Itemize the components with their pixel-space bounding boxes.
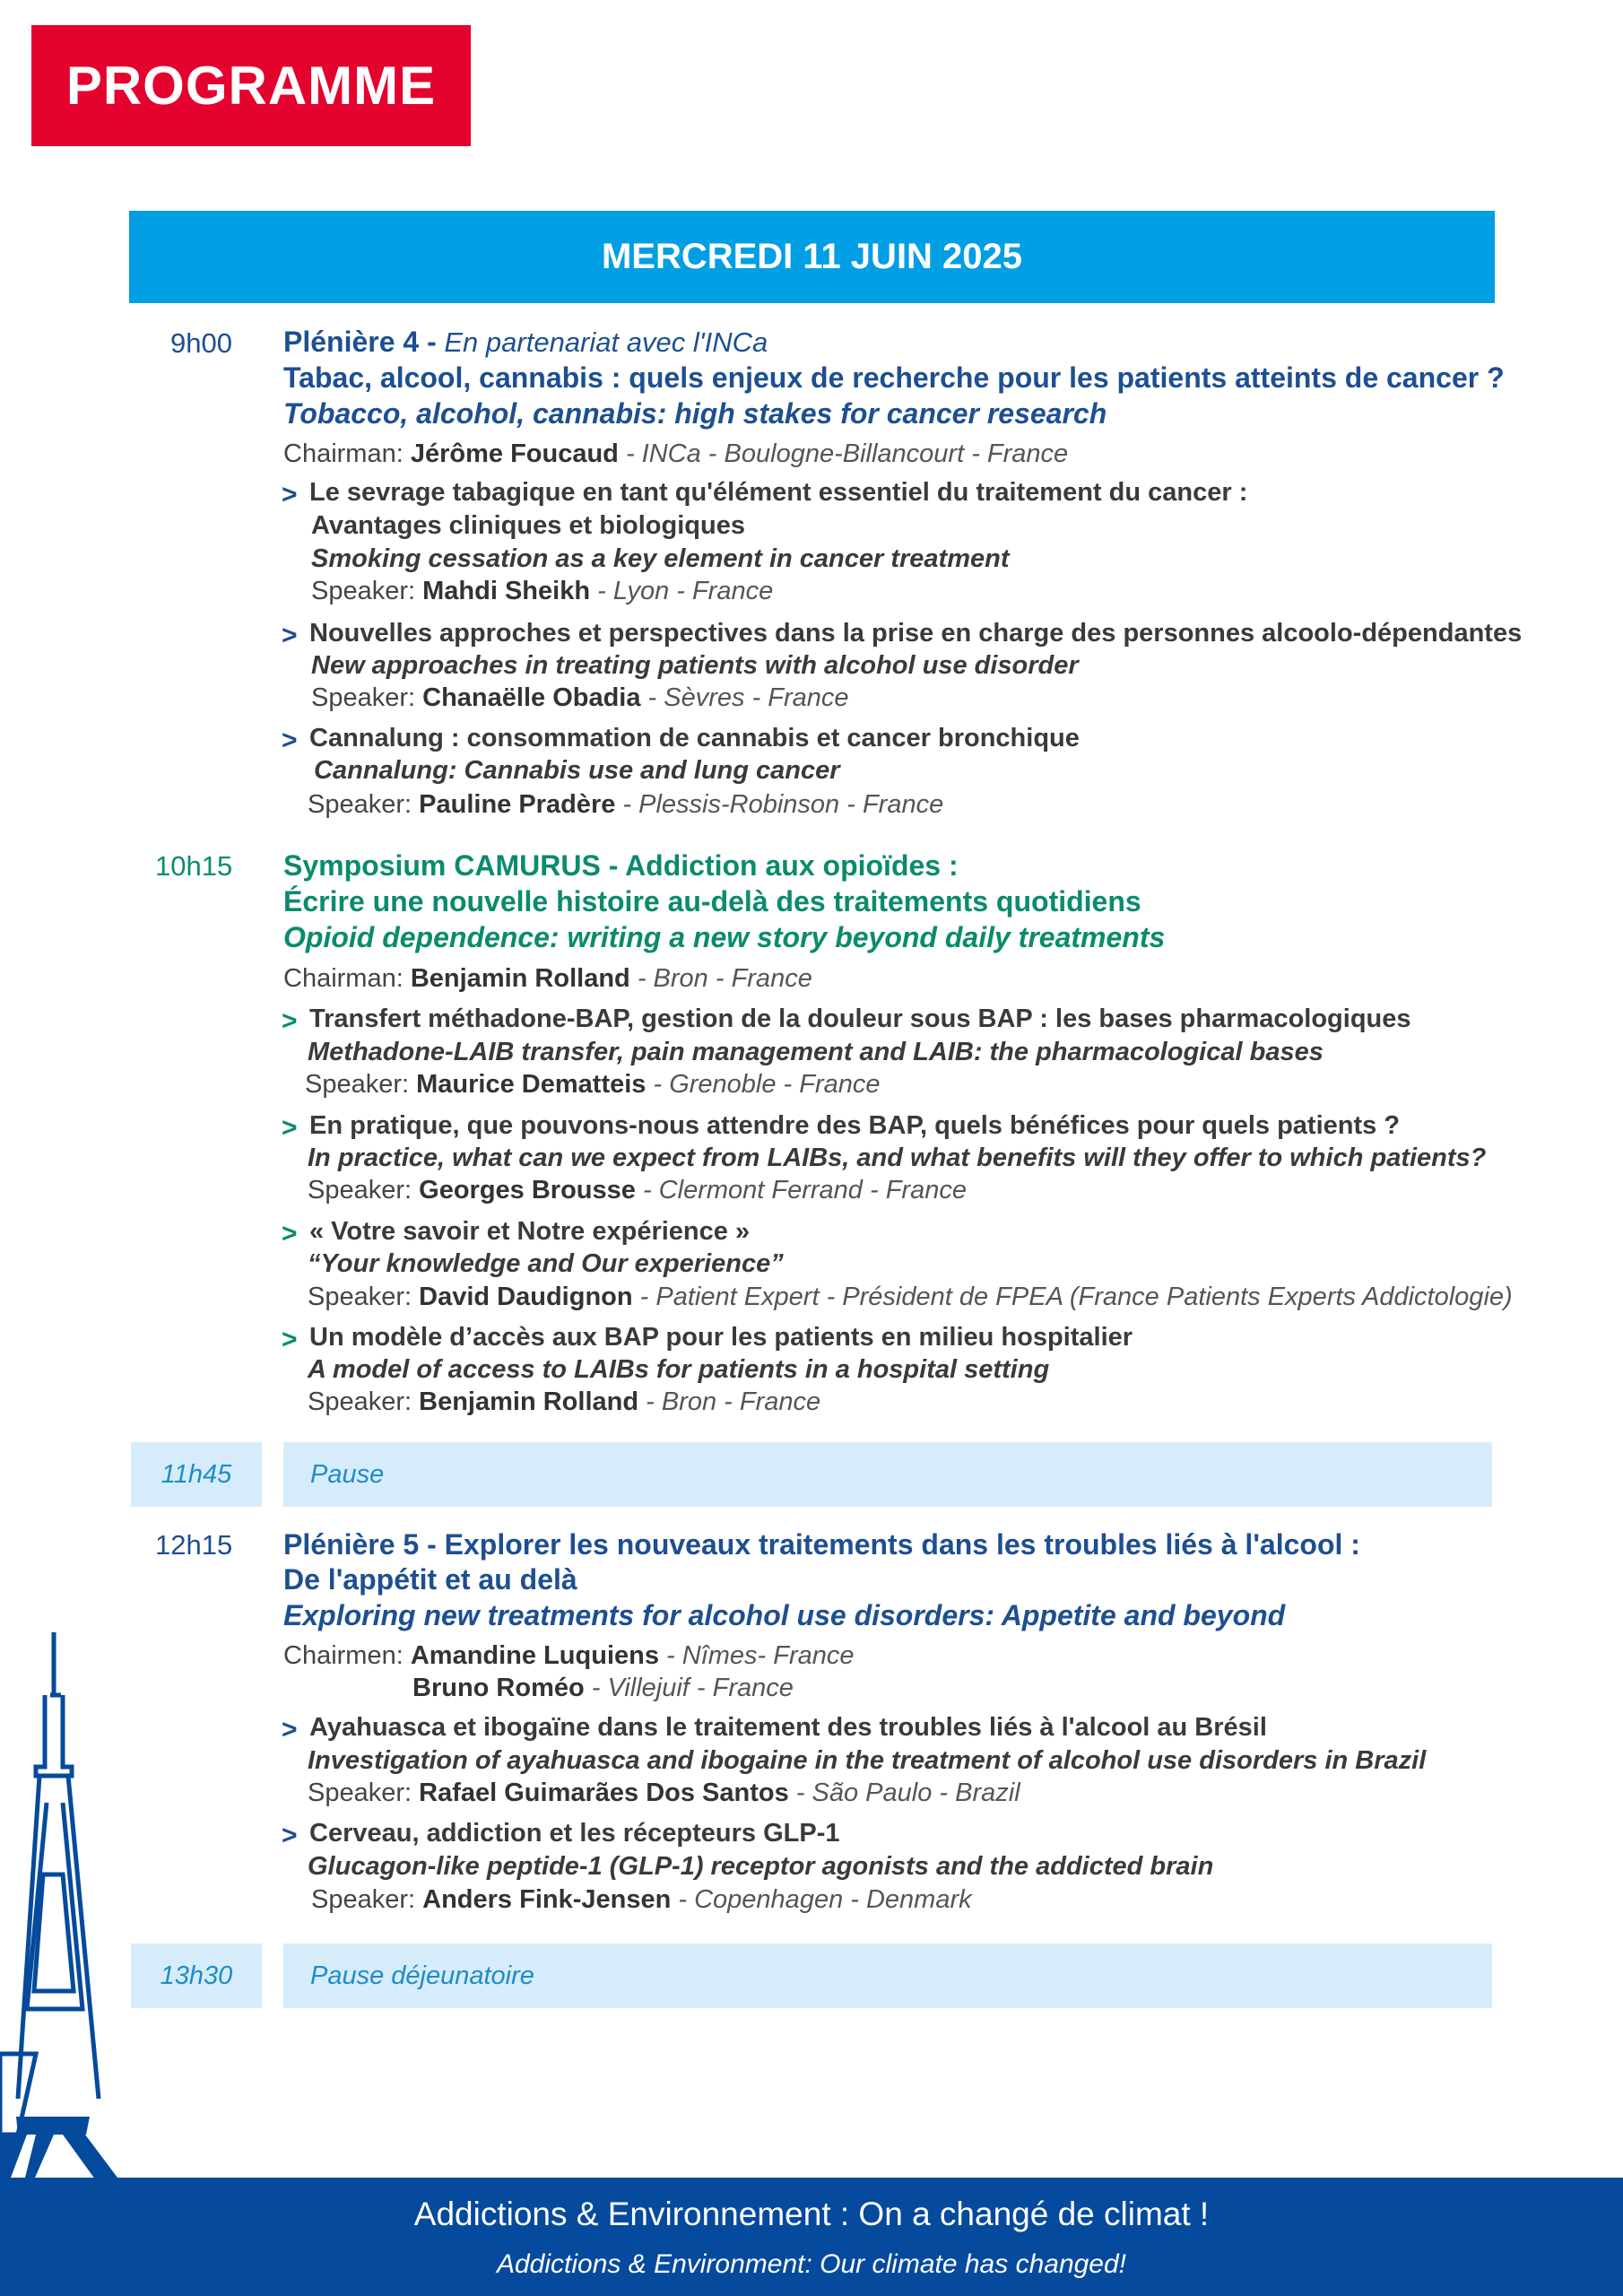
session-title-en: Tobacco, alcohol, cannabis: high stakes for cancer research <box>283 397 1107 430</box>
footer-banner <box>0 2178 1623 2296</box>
bullet-arrow-icon: > <box>282 1006 298 1036</box>
session-title: Plénière 5 - Explorer les nouveaux traitements dans les troubles liés à l'alcool : <box>283 1528 1360 1561</box>
speaker-label: Speaker: <box>308 790 412 819</box>
talk-title-fr: Un modèle d’accès aux BAP pour les patients en milieu hospitalier <box>309 1323 1133 1352</box>
bullet-arrow-icon: > <box>282 1219 298 1248</box>
speaker-label: Speaker: <box>308 1283 412 1311</box>
speaker <box>305 1070 881 1100</box>
speaker-label: Speaker: <box>308 1387 412 1416</box>
chairman <box>283 964 812 994</box>
bullet-arrow-icon: > <box>282 1715 298 1744</box>
speaker-place: - Patient Expert - Président de FPEA (France Patients Experts Addictologie) <box>632 1283 1513 1311</box>
session-title <box>283 326 768 359</box>
session-time: 10h15 <box>155 850 233 882</box>
session-title: Symposium CAMURUS - Addiction aux opioïdes : <box>283 849 959 882</box>
pause-label: Pause déjeunatoire <box>283 1944 1492 2008</box>
chair-label: Chairmen: <box>283 1641 404 1670</box>
bullet-arrow-icon: > <box>282 1113 298 1143</box>
chairman <box>283 1641 855 1671</box>
speaker-place: - Copenhagen - Denmark <box>671 1885 972 1914</box>
chair-name: Bruno Roméo <box>412 1674 585 1702</box>
session-title-cont: Écrire une nouvelle histoire au-delà des traitements quotidiens <box>283 885 1141 918</box>
session-label: Plénière 4 - <box>283 326 437 358</box>
talk-title-en: Investigation of ayahuasca and ibogaine in the treatment of alcohol use disorders in Brazil <box>308 1746 1427 1775</box>
speaker-name: Maurice Dematteis <box>416 1070 647 1099</box>
chair-name: Benjamin Rolland <box>410 964 630 993</box>
chair-name: Amandine Luquiens <box>410 1641 659 1670</box>
bullet-arrow-icon: > <box>282 726 298 755</box>
programme-label: PROGRAMME <box>31 25 471 146</box>
speaker-place: - Sèvres - France <box>640 683 849 712</box>
talk-title-fr: Cannalung : consommation de cannabis et cancer bronchique <box>309 724 1080 752</box>
speaker <box>308 1283 1513 1312</box>
session-time: 12h15 <box>155 1529 233 1561</box>
speaker-name: Pauline Pradère <box>419 790 616 819</box>
bullet-arrow-icon: > <box>282 621 298 650</box>
session-title-fr: Tabac, alcool, cannabis : quels enjeux de recherche pour les patients atteints de cancer ? <box>283 361 1505 394</box>
talk-title-fr: Cerveau, addiction et les récepteurs GLP-1 <box>309 1819 840 1848</box>
chairman-second <box>412 1674 794 1703</box>
talk-title-en: A model of access to LAIBs for patients in a hospital setting <box>308 1355 1050 1384</box>
talk-title-fr: « Votre savoir et Notre expérience » <box>309 1217 751 1246</box>
date-banner: MERCREDI 11 JUIN 2025 <box>129 211 1495 303</box>
speaker <box>308 1387 820 1417</box>
talk-title-en: In practice, what can we expect from LAIBs, and what benefits will they offer to which patients? <box>308 1144 1487 1172</box>
speaker-name: Anders Fink-Jensen <box>422 1885 672 1914</box>
footer-slogan-en: Addictions & Environment: Our climate has changed! <box>496 2249 1127 2279</box>
pause-label: Pause <box>283 1442 1492 1507</box>
speaker-label: Speaker: <box>311 1885 416 1914</box>
bullet-arrow-icon: > <box>282 1325 298 1354</box>
speaker-name: Mahdi Sheikh <box>422 577 591 605</box>
talk-title-en: Methadone-LAIB transfer, pain management and LAIB: the pharmacological bases <box>308 1038 1324 1066</box>
speaker <box>308 790 943 820</box>
talk-title-fr: Transfert méthadone-BAP, gestion de la douleur sous BAP : les bases pharmacologiques <box>309 1004 1411 1033</box>
speaker <box>311 683 849 713</box>
talk-title-en: Cannalung: Cannabis use and lung cancer <box>314 756 840 785</box>
pause-time: 13h30 <box>131 1944 262 2008</box>
speaker-place: - São Paulo - Brazil <box>788 1779 1020 1807</box>
talk-title-fr: Le sevrage tabagique en tant qu'élément essentiel du traitement du cancer : <box>309 478 1248 507</box>
speaker-label: Speaker: <box>308 1779 412 1807</box>
speaker-label: Speaker: <box>311 683 416 712</box>
talk-title-fr: En pratique, que pouvons-nous attendre des BAP, quels bénéfices pour quels patients ? <box>309 1111 1401 1140</box>
talk-title-fr-cont: Avantages cliniques et biologiques <box>311 511 745 540</box>
speaker-name: Benjamin Rolland <box>419 1387 639 1416</box>
chair-label: Chairman: <box>283 439 404 468</box>
session-title-en: Opioid dependence: writing a new story beyond daily treatments <box>283 921 1166 953</box>
speaker-name: Chanaëlle Obadia <box>422 683 641 712</box>
session-title-cont: De l'appétit et au delà <box>283 1563 577 1596</box>
chair-place: - Nîmes- France <box>658 1641 855 1670</box>
talk-title-fr: Nouvelles approches et perspectives dans la prise en charge des personnes alcoolo-dépendantes <box>309 619 1523 648</box>
chairman <box>283 439 1068 469</box>
chair-name: Jérôme Foucaud <box>410 439 619 468</box>
footer-slogan-fr: Addictions & Environnement : On a changé de climat ! <box>413 2196 1210 2232</box>
chair-place: - Villejuif - France <box>584 1674 794 1702</box>
session-time: 9h00 <box>170 327 232 359</box>
speaker <box>311 1885 972 1915</box>
talk-title-en: “Your knowledge and Our experience” <box>308 1249 784 1278</box>
speaker-label: Speaker: <box>308 1176 412 1205</box>
speaker-name: Georges Brousse <box>419 1176 636 1205</box>
speaker-name: David Daudignon <box>419 1283 633 1311</box>
speaker-place: - Plessis-Robinson - France <box>615 790 944 819</box>
speaker-name: Rafael Guimarães Dos Santos <box>419 1779 789 1807</box>
speaker <box>308 1779 1020 1808</box>
speaker-place: - Clermont Ferrand - France <box>635 1176 967 1205</box>
speaker-label: Speaker: <box>305 1070 410 1099</box>
speaker <box>311 577 773 606</box>
speaker-place: - Grenoble - France <box>646 1070 881 1099</box>
chair-place: - INCa - Boulogne-Billancourt - France <box>618 439 1069 468</box>
talk-title-en: New approaches in treating patients with alcohol use disorder <box>311 651 1079 680</box>
talk-title-fr: Ayahuasca et ibogaïne dans le traitement des troubles liés à l'alcool au Brésil <box>309 1713 1267 1742</box>
bullet-arrow-icon: > <box>282 480 298 509</box>
session-title-en: Exploring new treatments for alcohol use disorders: Appetite and beyond <box>283 1599 1286 1631</box>
talk-title-en: Smoking cessation as a key element in cancer treatment <box>311 544 1010 573</box>
speaker-place: - Bron - France <box>638 1387 821 1416</box>
pause-time: 11h45 <box>131 1442 262 1507</box>
chair-place: - Bron - France <box>629 964 812 993</box>
talk-title-en: Glucagon-like peptide-1 (GLP-1) receptor agonists and the addicted brain <box>308 1852 1214 1881</box>
speaker <box>308 1176 967 1205</box>
speaker-place: - Lyon - France <box>590 577 774 605</box>
chair-label: Chairman: <box>283 964 404 993</box>
bullet-arrow-icon: > <box>282 1821 298 1850</box>
speaker-label: Speaker: <box>311 577 416 605</box>
session-partner: En partenariat avec l'INCa <box>444 326 768 358</box>
